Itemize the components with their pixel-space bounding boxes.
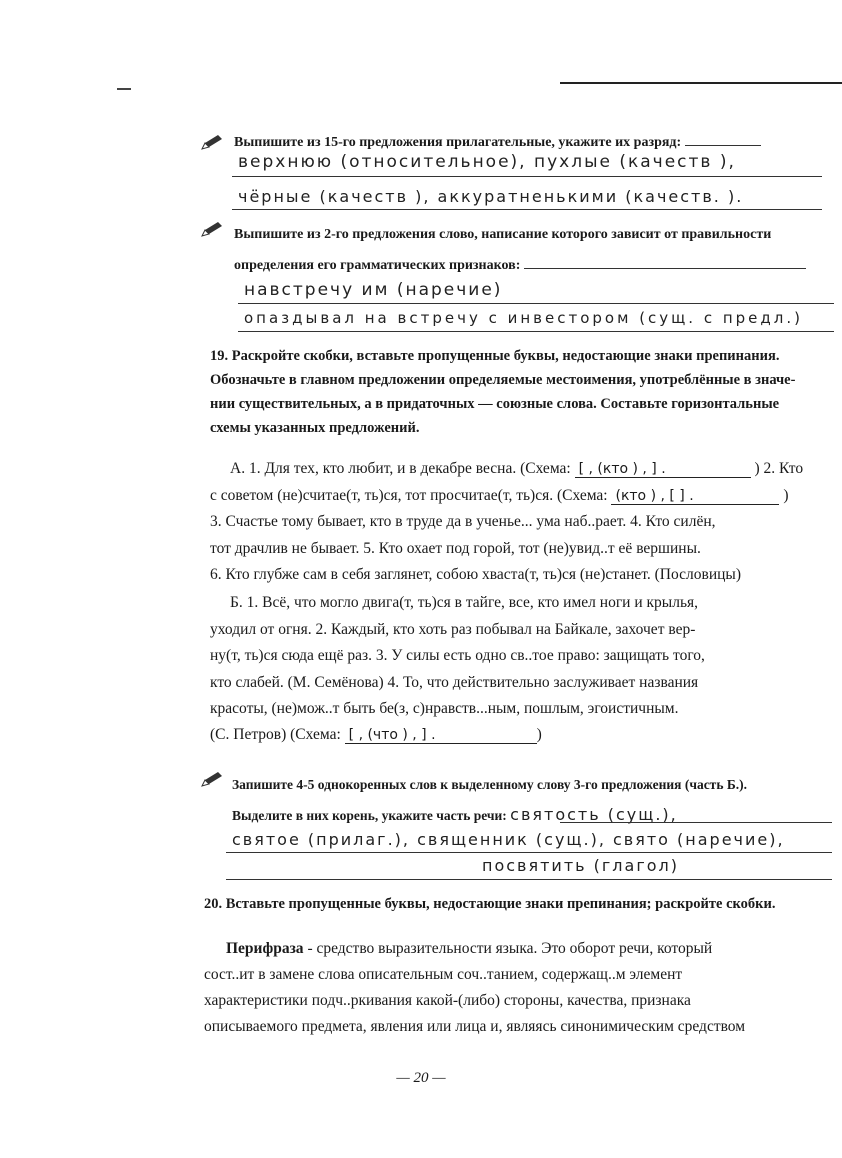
task-roots-prompt-line1: Запишите 4-5 однокоренных слов к выделенному слову 3-го предложения (часть Б.). — [232, 777, 747, 792]
p-line3: характеристики подч..ркивания какой-(либо) стороны, качества, признака — [204, 992, 691, 1009]
pencil-icon — [200, 220, 224, 238]
answer-line — [226, 852, 832, 853]
answer-adjectives-line2: чёрные (качеств ), аккуратненькими (качеств. ). — [238, 187, 744, 206]
scheme-2: (кто ) , [ ] . — [611, 488, 779, 505]
answer-roots-line3: посвятить (глагол) — [482, 856, 679, 875]
a-line1: А. 1. Для тех, кто любит, и в декабре весна. (Схема: [ , (кто ) , ] . ) 2. Кто — [230, 460, 804, 477]
answer-word-line2: опаздывал на встречу с инвестором (сущ. с предл.) — [244, 309, 803, 327]
pencil-icon — [200, 770, 224, 788]
answer-roots-line2: святое (прилаг.), священник (сущ.), свято (наречие), — [232, 830, 785, 849]
scheme-3: [ , (что ) , ] . — [345, 727, 537, 744]
answer-adjectives-line1: верхнюю (относительное), пухлые (качеств ), — [238, 152, 736, 172]
b-line6: (С. Петров) (Схема: [ , (что ) , ] . ) — [210, 726, 542, 743]
top-rule — [560, 82, 842, 84]
answer-line — [238, 303, 834, 304]
p-line1: Перифраза - средство выразительности языка. Это оборот речи, который — [226, 940, 713, 957]
answer-line — [232, 209, 822, 210]
b-line1: Б. 1. Всё, что могло двига(т, ть)ся в тайге, все, кто имел ноги и крылья, — [230, 594, 699, 611]
b-line2: уходил от огня. 2. Каждый, кто хоть раз побывал на Байкале, захочет вер- — [210, 621, 696, 638]
page-number: — 20 — — [396, 1070, 446, 1086]
task19-heading: 19. Раскройте скобки, вставьте пропущенные буквы, недостающие знаки препинания. Обозначьте в главном предложении определяемые местоимения, употреблённые в значе- нии существительных, а в придаточных — союзные слова. Составьте горизонтальные схемы указанных предложений. — [210, 348, 796, 436]
task-word-prompt-line1: Выпишите из 2-го предложения слово, написание которого зависит от правильности — [234, 227, 772, 242]
task-adjectives-prompt: Выпишите из 15-го предложения прилагательные, укажите их разряд: — [234, 133, 761, 152]
p-line4: описываемого предмета, явления или лица и, являясь синонимическим средством — [204, 1018, 746, 1035]
b-line4: кто слабей. (М. Семёнова) 4. То, что действительно заслуживает названия — [210, 674, 699, 691]
task-word-prompt-line2: определения его грамматических признаков: — [234, 256, 806, 275]
margin-dash — [117, 88, 131, 90]
pencil-icon — [200, 133, 224, 151]
a-line4: тот драчлив не бывает. 5. Кто охает под горой, тот (не)увид..т её вершины. — [210, 540, 701, 557]
a-line5: 6. Кто глубже сам в себя заглянет, собою хваста(т, ть)ся (не)станет. (Пословицы) — [210, 566, 741, 583]
task-roots-prompt-line2: Выделите в них корень, укажите часть речи: святость (сущ.), — [232, 805, 678, 824]
answer-roots-line1: святость (сущ.), — [510, 805, 678, 824]
answer-line — [238, 331, 834, 332]
b-line3: ну(т, ть)ся сюда ещё раз. 3. У силы есть одно св..тое право: защищать того, — [210, 647, 705, 664]
b-line5: красоты, (не)мож..т быть бе(з, с)нравств...ным, пошлым, эгоистичным. — [210, 700, 679, 717]
answer-line — [226, 879, 832, 880]
scheme-1: [ , (кто ) , ] . — [575, 461, 751, 478]
p-line2: сост..ит в замене слова описательным соч..танием, содержащ..м элемент — [204, 966, 683, 983]
answer-word-line1: навстречу им (наречие) — [244, 280, 503, 300]
a-line2: с советом (не)считае(т, ть)ся, тот просчитае(т, ть)ся. (Схема: (кто ) , [ ] . ) — [210, 487, 789, 504]
term-periphrase: Перифраза — [226, 940, 304, 957]
task20-heading: 20. Вставьте пропущенные буквы, недостающие знаки препинания; раскройте скобки. — [204, 896, 776, 912]
answer-line — [560, 822, 832, 823]
answer-line — [232, 176, 822, 177]
a-line3: 3. Счастье тому бывает, кто в труде да в ученье... ума наб..рает. 4. Кто силён, — [210, 513, 716, 530]
